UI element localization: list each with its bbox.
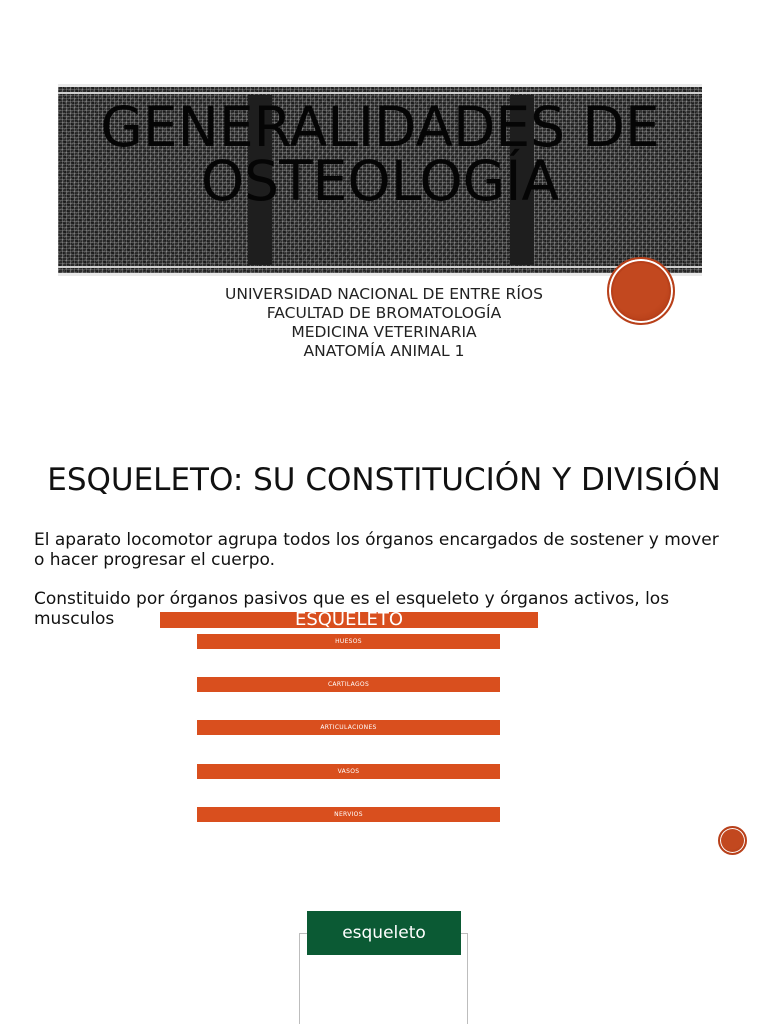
slide-title: ESQUELETO: SU CONSTITUCIÓN Y DIVISIÓN: [47, 462, 721, 498]
presentation-subtitle: [160, 285, 608, 361]
decorative-circle-emblem: [607, 257, 675, 325]
decorative-circle-emblem-small: [718, 826, 747, 855]
diagram-item-vasos: VASOS: [197, 764, 500, 779]
subtitle-line: MEDICINA VETERINARIA: [291, 323, 477, 341]
title-band-top-rule: [58, 92, 702, 94]
esqueleto-label-box: esqueleto: [307, 911, 461, 955]
title-line: GENERALIDADES DE: [100, 95, 660, 159]
body-paragraph: El aparato locomotor agrupa todos los órganos encargados de sostener y mover o hacer progresar el cuerpo.: [34, 530, 719, 570]
diagram-item-huesos: HUESOS: [197, 634, 500, 649]
diagram-item-cartilagos: CARTILAGOS: [197, 677, 500, 692]
body-paragraph: Constituido por órganos pasivos que es el esqueleto y órganos activos, los musculos: [34, 589, 670, 629]
diagram-item-nervios: NERVIOS: [197, 807, 500, 822]
title-line: OSTEOLOGÍA: [200, 149, 560, 213]
subtitle-line: UNIVERSIDAD NACIONAL DE ENTRE RÍOS: [225, 285, 543, 303]
diagram-item-articulaciones: ARTICULACIONES: [197, 720, 500, 735]
presentation-title: [58, 95, 702, 213]
diagram-header-bar: ESQUELETO: [160, 612, 538, 628]
subtitle-line: FACULTAD DE BROMATOLOGÍA: [266, 304, 502, 322]
title-band-bottom-rule: [58, 266, 702, 268]
subtitle-line: ANATOMÍA ANIMAL 1: [303, 342, 465, 360]
